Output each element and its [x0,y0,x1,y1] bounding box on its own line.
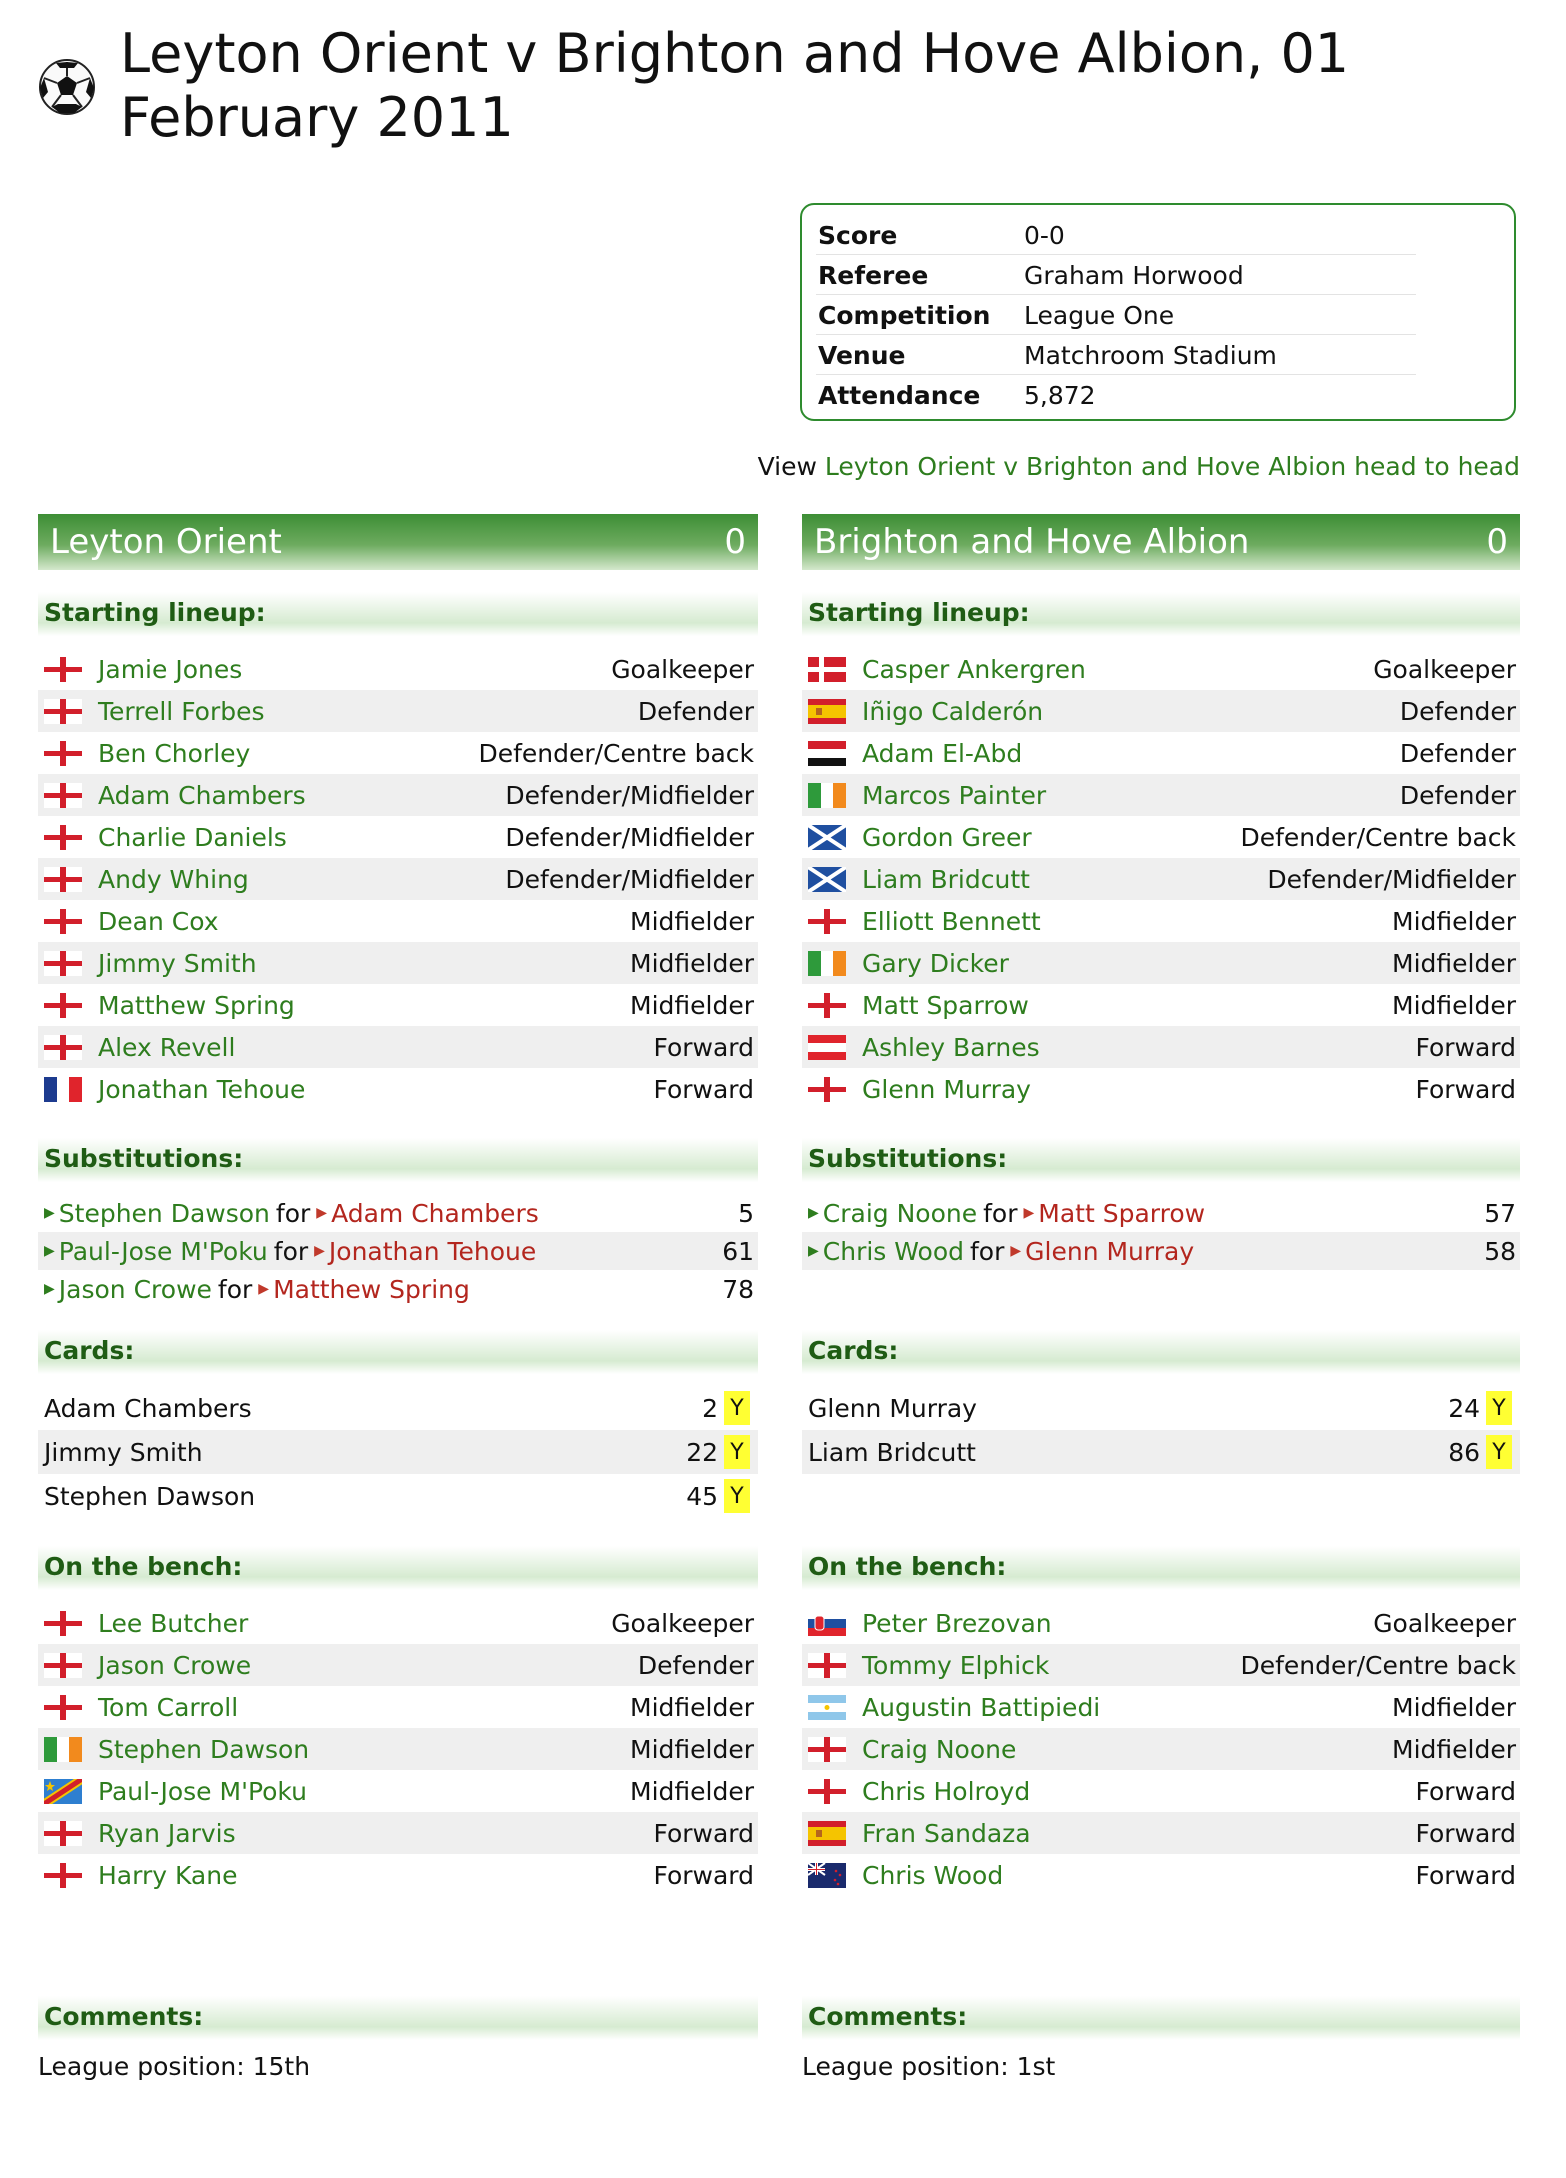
bench-header: On the bench: [38,1546,758,1590]
bench-player-row [38,1602,758,1644]
player-row [38,774,758,816]
bench-player-row [802,1602,1520,1644]
bench-list [38,1602,758,1896]
player-name-link[interactable]: Jonathan Tehoue [98,1074,306,1104]
info-row [816,295,1416,335]
sub-in-player-link[interactable]: Paul-Jose M'Poku [58,1236,268,1266]
sub-for-label: for [970,1236,1005,1266]
player-row [38,732,758,774]
ireland-flag-icon [808,951,846,976]
player-position: Defender [1399,780,1516,810]
info-value: Matchroom Stadium [1022,335,1416,375]
bench-player-row [802,1770,1520,1812]
sub-in-player-link[interactable]: Chris Wood [822,1236,964,1266]
player-row [38,942,758,984]
team-name[interactable]: Leyton Orient [50,522,282,562]
england-flag-icon [44,1653,82,1678]
england-flag-icon [808,1653,846,1678]
yellow-card-icon: Y [1486,1435,1512,1469]
card-row [38,1430,758,1474]
england-flag-icon [44,1863,82,1888]
player-name-link[interactable]: Stephen Dawson [98,1734,310,1764]
comments-header: Comments: [802,1996,1520,2040]
england-flag-icon [44,657,82,682]
player-position: Midfielder [1392,1734,1516,1764]
team-name[interactable]: Brighton and Hove Albion [814,522,1250,562]
player-name-link[interactable]: Tom Carroll [98,1692,239,1722]
spain-flag-icon [808,1821,846,1846]
sub-out-arrow-icon: ▶ [1010,1243,1022,1259]
player-name-link[interactable]: Paul-Jose M'Poku [98,1776,307,1806]
bench-player-row [802,1728,1520,1770]
starting-lineup-list [38,648,758,1110]
england-flag-icon [44,741,82,766]
player-name-link[interactable]: Adam Chambers [98,780,306,810]
card-player-name: Glenn Murray [808,1393,977,1423]
sub-out-arrow-icon: ▶ [314,1243,325,1259]
player-position: Goalkeeper [611,654,754,684]
card-minute: 24 [1448,1393,1480,1423]
sub-out-player-link[interactable]: Glenn Murray [1025,1236,1195,1266]
card-player-name: Adam Chambers [44,1393,252,1423]
player-name-link[interactable]: Jamie Jones [98,654,243,684]
bench-player-row [38,1854,758,1896]
player-row [802,1026,1520,1068]
bench-player-row [38,1812,758,1854]
sub-for-label: for [217,1274,253,1304]
player-row [38,1026,758,1068]
player-name-link[interactable]: Craig Noone [862,1734,1017,1764]
starting-lineup-list [802,648,1520,1110]
england-flag-icon [44,951,82,976]
yellow-card-icon: Y [724,1479,750,1513]
player-position: Forward [653,1074,754,1104]
player-name-link[interactable]: Gary Dicker [862,948,1009,978]
france-flag-icon [44,1077,82,1102]
player-name-link[interactable]: Ben Chorley [98,738,251,768]
info-label: Score [816,215,1022,255]
player-name-link[interactable]: Jason Crowe [98,1650,252,1680]
info-value: League One [1022,295,1416,335]
player-name-link[interactable]: Gordon Greer [862,822,1032,852]
player-name-link[interactable]: Liam Bridcutt [862,864,1030,894]
head-to-head-link[interactable]: Leyton Orient v Brighton and Hove Albion head to head [824,452,1520,481]
player-row [38,1068,758,1110]
player-row [38,984,758,1026]
player-position: Midfielder [630,1776,754,1806]
player-row [38,648,758,690]
england-flag-icon [808,1077,846,1102]
sub-out-player-link[interactable]: Matt Sparrow [1038,1198,1206,1228]
player-position: Midfielder [630,906,754,936]
player-row [802,774,1520,816]
bench-player-row [38,1728,758,1770]
bench-player-row [802,1854,1520,1896]
info-row [816,255,1416,295]
info-label: Competition [816,295,1022,335]
sub-out-player-link[interactable]: Jonathan Tehoue [328,1236,537,1266]
england-flag-icon [44,993,82,1018]
england-flag-icon [44,825,82,850]
home-team-column [38,514,758,2081]
sub-out-player-link[interactable]: Matthew Spring [273,1274,470,1304]
player-name-link[interactable]: Tommy Elphick [862,1650,1050,1680]
bench-player-row [802,1644,1520,1686]
football-icon [38,58,96,116]
player-position: Goalkeeper [1373,654,1516,684]
cards-list [802,1386,1520,1518]
substitution-row [38,1194,758,1232]
team-header [802,514,1520,570]
sub-out-arrow-icon: ▶ [1023,1205,1035,1221]
player-name-link[interactable]: Fran Sandaza [862,1818,1031,1848]
info-label: Venue [816,335,1022,375]
ireland-flag-icon [808,783,846,808]
player-position: Forward [653,1860,754,1890]
sub-in-player-link[interactable]: Jason Crowe [58,1274,212,1304]
player-position: Defender/Centre back [1240,822,1516,852]
sub-out-arrow-icon: ▶ [316,1205,328,1221]
england-flag-icon [44,909,82,934]
player-position: Forward [1415,1818,1516,1848]
england-flag-icon [808,993,846,1018]
bench-header: On the bench: [802,1546,1520,1590]
info-row [816,375,1416,415]
player-name-link[interactable]: Chris Wood [862,1860,1004,1890]
bench-player-row [38,1686,758,1728]
player-position: Defender/Centre back [478,738,754,768]
player-row [802,900,1520,942]
sub-in-arrow-icon: ▶ [44,1243,55,1259]
player-name-link[interactable]: Matt Sparrow [862,990,1029,1020]
player-position: Defender [1399,738,1516,768]
sub-in-arrow-icon: ▶ [44,1205,55,1221]
player-position: Defender [637,696,754,726]
page-title: Leyton Orient v Brighton and Hove Albion, 01 February 2011 [120,22,1350,149]
player-position: Defender/Midfielder [505,864,754,894]
player-row [38,858,758,900]
yellow-card-icon: Y [724,1391,750,1425]
sub-minute: 57 [1484,1198,1516,1228]
yellow-card-icon: Y [1486,1391,1512,1425]
player-position: Forward [1415,1032,1516,1062]
england-flag-icon [44,1035,82,1060]
team-score: 0 [1486,522,1508,562]
substitution-row [802,1232,1520,1270]
player-name-link[interactable]: Alex Revell [98,1032,236,1062]
card-minute: 2 [702,1393,718,1423]
sub-in-arrow-icon: ▶ [808,1243,819,1259]
sub-in-player-link[interactable]: Stephen Dawson [58,1198,270,1228]
card-minute: 86 [1448,1437,1480,1467]
player-row [802,858,1520,900]
substitutions-list [802,1194,1520,1308]
comment-text: League position: 15th [38,2052,311,2081]
bench-player-row [38,1770,758,1812]
spain-flag-icon [808,699,846,724]
player-name-link[interactable]: Augustin Battipiedi [862,1692,1101,1722]
starting-lineup-header: Starting lineup: [802,592,1520,636]
player-row [802,1068,1520,1110]
sub-out-arrow-icon: ▶ [258,1281,270,1297]
player-name-link[interactable]: Adam El-Abd [862,738,1023,768]
player-name-link[interactable]: Casper Ankergren [862,654,1086,684]
info-row [816,215,1416,255]
player-position: Defender/Centre back [1240,1650,1516,1680]
comment-text: League position: 1st [802,2052,1056,2081]
substitutions-list [38,1194,758,1308]
sub-in-arrow-icon: ▶ [808,1205,819,1221]
card-row [802,1430,1520,1474]
cards-header: Cards: [802,1330,1520,1374]
player-position: Defender [637,1650,754,1680]
drcongo-flag-icon [44,1779,82,1804]
player-position: Midfielder [630,948,754,978]
card-player-name: Jimmy Smith [44,1437,203,1467]
player-position: Forward [653,1032,754,1062]
bench-list [802,1602,1520,1896]
player-position: Goalkeeper [611,1608,754,1638]
sub-in-player-link[interactable]: Craig Noone [822,1198,978,1228]
england-flag-icon [44,1821,82,1846]
card-player-name: Stephen Dawson [44,1481,256,1511]
sub-minute: 58 [1484,1236,1516,1266]
player-name-link[interactable]: Glenn Murray [862,1074,1031,1104]
away-team-column [802,514,1520,2081]
player-name-link[interactable]: Dean Cox [98,906,219,936]
player-row [802,984,1520,1026]
player-name-link[interactable]: Marcos Painter [862,780,1047,810]
england-flag-icon [44,1695,82,1720]
england-flag-icon [808,909,846,934]
player-position: Midfielder [630,990,754,1020]
slovakia-flag-icon [808,1611,846,1636]
bench-player-row [802,1686,1520,1728]
player-row [802,648,1520,690]
player-position: Defender/Midfielder [1267,864,1516,894]
head-to-head-prefix: View [757,452,817,481]
card-minute: 22 [686,1437,718,1467]
scotland-flag-icon [808,867,846,892]
card-minute: 45 [686,1481,718,1511]
player-row [38,816,758,858]
england-flag-icon [808,1779,846,1804]
sub-for-label: for [275,1198,311,1228]
card-row [38,1386,758,1430]
austria-flag-icon [808,1035,846,1060]
player-name-link[interactable]: Ashley Barnes [862,1032,1040,1062]
player-row [38,900,758,942]
player-name-link[interactable]: Matthew Spring [98,990,295,1020]
player-position: Midfielder [1392,906,1516,936]
team-score: 0 [724,522,746,562]
player-position: Midfielder [1392,990,1516,1020]
player-name-link[interactable]: Chris Holroyd [862,1776,1031,1806]
newzealand-flag-icon [808,1863,846,1888]
argentina-flag-icon [808,1695,846,1720]
substitutions-header: Substitutions: [38,1138,758,1182]
ireland-flag-icon [44,1737,82,1762]
bench-player-row [802,1812,1520,1854]
substitution-row [38,1232,758,1270]
player-position: Forward [1415,1776,1516,1806]
player-position: Forward [653,1818,754,1848]
player-row [38,690,758,732]
player-name-link[interactable]: Jimmy Smith [98,948,257,978]
player-row [802,816,1520,858]
card-row [802,1386,1520,1430]
player-row [802,942,1520,984]
player-position: Midfielder [1392,1692,1516,1722]
bench-player-row [38,1644,758,1686]
card-row [38,1474,758,1518]
player-row [802,690,1520,732]
card-player-name: Liam Bridcutt [808,1437,976,1467]
sub-in-arrow-icon: ▶ [44,1281,55,1297]
player-name-link[interactable]: Iñigo Calderón [862,696,1044,726]
info-label: Referee [816,255,1022,295]
player-name-link[interactable]: Lee Butcher [98,1608,249,1638]
england-flag-icon [44,783,82,808]
match-info-box [800,203,1516,421]
player-position: Forward [1415,1074,1516,1104]
info-label: Attendance [818,380,981,410]
substitution-row [802,1194,1520,1232]
player-name-link[interactable]: Elliott Bennett [862,906,1041,936]
sub-out-player-link[interactable]: Adam Chambers [331,1198,539,1228]
info-value: 5,872 [1024,380,1096,410]
yellow-card-icon: Y [724,1435,750,1469]
head-to-head-line [758,452,1520,481]
starting-lineup-header: Starting lineup: [38,592,758,636]
sub-minute: 78 [722,1274,754,1304]
player-position: Goalkeeper [1373,1608,1516,1638]
player-name-link[interactable]: Terrell Forbes [98,696,265,726]
player-row [802,732,1520,774]
player-name-link[interactable]: Ryan Jarvis [98,1818,236,1848]
denmark-flag-icon [808,657,846,682]
player-position: Defender/Midfielder [505,822,754,852]
egypt-flag-icon [808,741,846,766]
england-flag-icon [44,699,82,724]
player-position: Midfielder [630,1734,754,1764]
scotland-flag-icon [808,825,846,850]
player-name-link[interactable]: Peter Brezovan [862,1608,1052,1638]
cards-list [38,1386,758,1518]
sub-for-label: for [983,1198,1018,1228]
england-flag-icon [44,1611,82,1636]
player-position: Midfielder [630,1692,754,1722]
player-position: Forward [1415,1860,1516,1890]
player-position: Defender [1399,696,1516,726]
info-value: Graham Horwood [1022,255,1416,295]
player-name-link[interactable]: Harry Kane [98,1860,238,1890]
team-header [38,514,758,570]
england-flag-icon [44,867,82,892]
sub-for-label: for [273,1236,309,1266]
substitutions-header: Substitutions: [802,1138,1520,1182]
player-name-link[interactable]: Charlie Daniels [98,822,287,852]
player-position: Midfielder [1392,948,1516,978]
cards-header: Cards: [38,1330,758,1374]
info-row [816,335,1416,375]
info-value: 0-0 [1022,215,1416,255]
player-name-link[interactable]: Andy Whing [98,864,249,894]
substitution-row [38,1270,758,1308]
comments-header: Comments: [38,1996,758,2040]
sub-minute: 5 [738,1198,754,1228]
england-flag-icon [808,1737,846,1762]
sub-minute: 61 [722,1236,754,1266]
player-position: Defender/Midfielder [505,780,754,810]
